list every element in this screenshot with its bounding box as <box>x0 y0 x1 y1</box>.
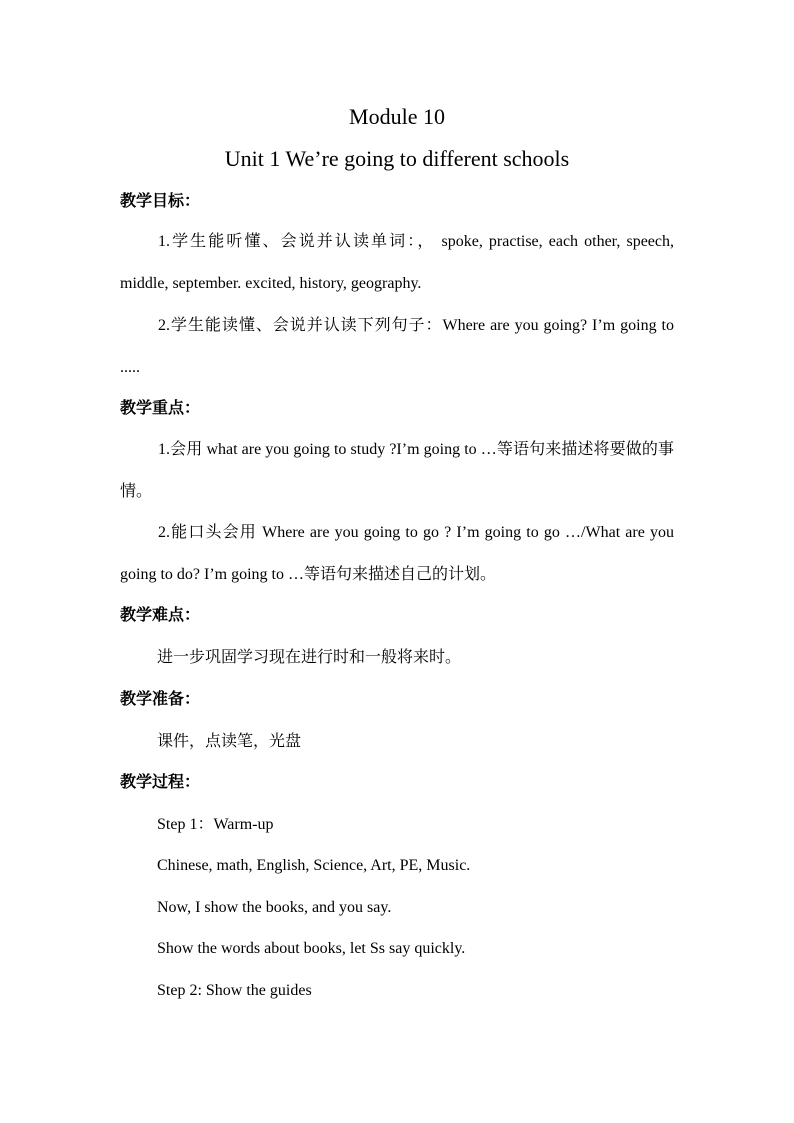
process-line-1: Step 1：Warm-up <box>157 816 274 833</box>
process-line-2: Chinese, math, English, Science, Art, PE, Music. <box>157 857 471 874</box>
process-line-5: Step 2: Show the guides <box>157 982 312 999</box>
objectives-heading: 教学目标： <box>120 193 201 210</box>
preparation-text: 课件，点读笔，光盘 <box>157 733 302 750</box>
unit-title: Unit 1 We’re going to different schools <box>224 146 570 171</box>
difficulties-heading: 教学难点： <box>120 607 201 624</box>
difficulties-text: 进一步巩固学习现在进行时和一般将来时。 <box>157 649 462 666</box>
objective-item-1: 1.学生能听懂、会说并认读单词：， spoke, practise, each other, speech, middle, september. excited, history, geography. <box>120 233 674 292</box>
objective-item-2: 2.学生能读懂、会说并认读下列句子：Where are you going? I’m going to ..... <box>120 317 674 376</box>
process-heading: 教学过程： <box>120 774 201 791</box>
key-point-item-2: 2.能口头会用 Where are you going to go ? I’m going to go …/What are you going to do? I’m going to …等语句来描述自己的计划。 <box>120 524 674 583</box>
preparation-heading: 教学准备： <box>120 691 201 708</box>
key-point-item-1: 1.会用 what are you going to study ?I’m going to …等语句来描述将要做的事情。 <box>120 441 674 500</box>
key-points-heading: 教学重点： <box>120 400 201 417</box>
process-line-3: Now, I show the books, and you say. <box>157 899 392 916</box>
process-line-4: Show the words about books, let Ss say quickly. <box>157 940 466 957</box>
module-title: Module 10 <box>349 104 445 129</box>
